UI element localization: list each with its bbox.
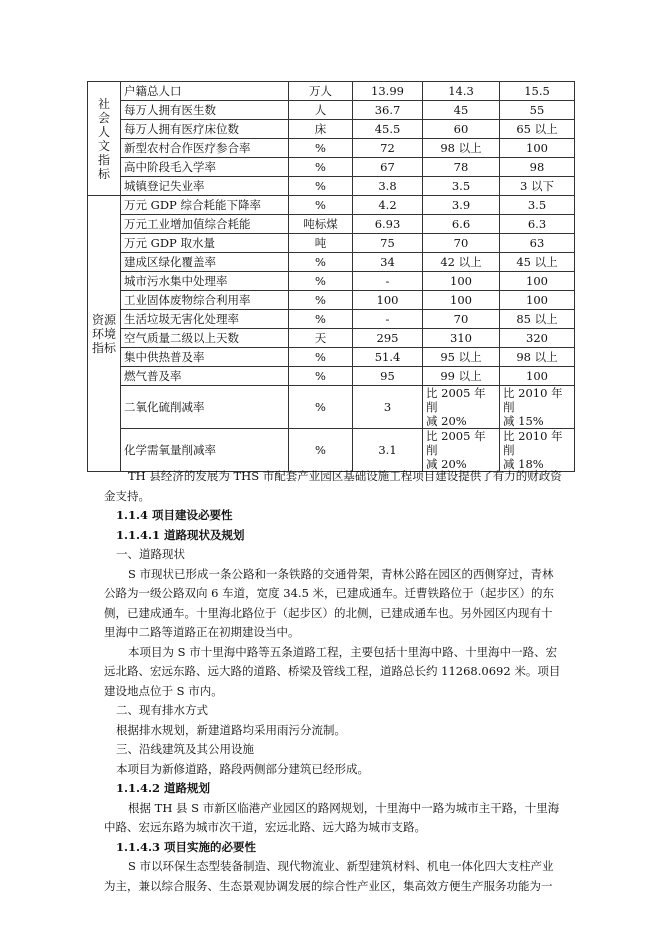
value-cell: 98 以上: [500, 348, 575, 367]
value-cell: 55: [500, 101, 575, 120]
value-cell: 45 以上: [500, 253, 575, 272]
indicator-name: 新型农村合作医疗参合率: [121, 139, 289, 158]
value-cell: 95: [353, 367, 423, 386]
value-cell: 3 以下: [500, 177, 575, 196]
table-row: [88, 272, 575, 291]
value-cell: 75: [353, 234, 423, 253]
value-cell: 310: [423, 329, 500, 348]
value-cell: 13.99: [353, 82, 423, 101]
value-cell: 3.8: [353, 177, 423, 196]
value-cell: 78: [423, 158, 500, 177]
subsection-heading: 1.1.4.1 道路现状及规划: [116, 527, 245, 542]
table-row: [88, 291, 575, 310]
table-row: [88, 158, 575, 177]
indicator-name: 燃气普及率: [121, 367, 289, 386]
paragraph: TH 县经济的发展为 THS 市配套产业园区基础设施工程项目建设提供了有力的财政资金支持。: [104, 469, 562, 503]
table-row: [88, 234, 575, 253]
unit-cell: %: [289, 429, 353, 472]
unit-cell: %: [289, 348, 353, 367]
subsection-heading: 1.1.4.3 项目实施的必要性: [116, 839, 257, 854]
value-cell: 3.1: [353, 429, 423, 472]
table-row: [88, 367, 575, 386]
unit-cell: 吨标煤: [289, 215, 353, 234]
table-row: [88, 386, 575, 429]
value-cell: 295: [353, 329, 423, 348]
value-cell: 45: [423, 101, 500, 120]
value-cell: 51.4: [353, 348, 423, 367]
value-cell: 99 以上: [423, 367, 500, 386]
value-cell: 比 2010 年削 减 15%: [500, 386, 575, 429]
value-cell: 98 以上: [423, 139, 500, 158]
value-cell: 36.7: [353, 101, 423, 120]
paragraph: S 市以环保生态型装备制造、现代物流业、新型建筑材料、机电一体化四大支柱产业为主，兼以综合服务、生态景观协调发展的综合性产业区，集高效方便生产服务功能为一: [104, 859, 554, 893]
section-heading: 1.1.4 项目建设必要性: [116, 508, 233, 522]
indicator-name: 万元 GDP 取水量: [121, 234, 289, 253]
paragraph: 根据 TH 县 S 市新区临港产业园区的路网规划，十里海中一路为城市主干路，十里海中路、宏远东路为城市次干道，宏远北路、远大路为城市支路。: [104, 800, 560, 834]
unit-cell: 天: [289, 329, 353, 348]
unit-cell: %: [289, 177, 353, 196]
category-label: 资源 环境 指标: [88, 196, 121, 472]
category-label: 社 会 人 文 指 标: [88, 82, 121, 196]
indicator-name: 每万人拥有医疗床位数: [121, 120, 289, 139]
value-cell: 98: [500, 158, 575, 177]
indicator-name: 二氧化硫削减率: [121, 386, 289, 429]
value-cell: 100: [500, 272, 575, 291]
table-row: [88, 329, 575, 348]
value-cell: 100: [423, 291, 500, 310]
indicator-name: 每万人拥有医生数: [121, 101, 289, 120]
paragraph: 根据排水规划，新建道路均采用雨污分流制。: [116, 722, 346, 737]
value-cell: 72: [353, 139, 423, 158]
value-cell: 4.2: [353, 196, 423, 215]
unit-cell: 万人: [289, 82, 353, 101]
value-cell: 100: [500, 367, 575, 386]
table-row: [88, 82, 575, 101]
unit-cell: %: [289, 196, 353, 215]
indicator-name: 城镇登记失业率: [121, 177, 289, 196]
value-cell: 70: [423, 310, 500, 329]
paragraph: 本项目为新修道路，路段两侧部分建筑已经形成。: [116, 761, 369, 776]
indicator-name: 工业固体废物综合利用率: [121, 291, 289, 310]
table-row: [88, 196, 575, 215]
value-cell: 比 2005 年削 减 20%: [423, 386, 500, 429]
value-cell: 3.5: [500, 196, 575, 215]
table-row: [88, 348, 575, 367]
indicator-name: 城市污水集中处理率: [121, 272, 289, 291]
indicator-name: 集中供热普及率: [121, 348, 289, 367]
unit-cell: 人: [289, 101, 353, 120]
value-cell: 45.5: [353, 120, 423, 139]
unit-cell: %: [289, 158, 353, 177]
value-cell: 320: [500, 329, 575, 348]
value-cell: 14.3: [423, 82, 500, 101]
value-cell: 60: [423, 120, 500, 139]
table-row: [88, 215, 575, 234]
paragraph: S 市现状已形成一条公路和一条铁路的交通骨架，青林公路在园区的西侧穿过，青林公路为一级公路双向 6 车道，宽度 34.5 米，已建成通车。迁曹铁路位于（起步区）的东侧，已建成通车。十里海北路位于（起步区）的北侧，已建成通车也。另外园区内现有十里海中二路等道路正在初期建设当中。: [104, 566, 555, 639]
indicator-name: 高中阶段毛入学率: [121, 158, 289, 177]
value-cell: -: [353, 272, 423, 291]
table-row: [88, 139, 575, 158]
value-cell: 85 以上: [500, 310, 575, 329]
indicator-name: 化学需氧量削减率: [121, 429, 289, 472]
value-cell: 100: [500, 291, 575, 310]
indicator-name: 空气质量二级以上天数: [121, 329, 289, 348]
unit-cell: %: [289, 291, 353, 310]
value-cell: 95 以上: [423, 348, 500, 367]
value-cell: 3: [353, 386, 423, 429]
table-row: [88, 253, 575, 272]
value-cell: 比 2005 年削 减 20%: [423, 429, 500, 472]
indicator-name: 生活垃圾无害化处理率: [121, 310, 289, 329]
value-cell: 3.9: [423, 196, 500, 215]
value-cell: 6.6: [423, 215, 500, 234]
unit-cell: %: [289, 272, 353, 291]
table-row: [88, 177, 575, 196]
value-cell: 100: [423, 272, 500, 291]
value-cell: 63: [500, 234, 575, 253]
unit-cell: %: [289, 386, 353, 429]
table-row: [88, 429, 575, 472]
value-cell: 6.3: [500, 215, 575, 234]
unit-cell: %: [289, 310, 353, 329]
indicator-name: 万元工业增加值综合耗能: [121, 215, 289, 234]
value-cell: 42 以上: [423, 253, 500, 272]
indicator-name: 万元 GDP 综合耗能下降率: [121, 196, 289, 215]
value-cell: 65 以上: [500, 120, 575, 139]
subheading: 一、道路现状: [116, 547, 185, 561]
value-cell: 比 2010 年削 减 18%: [500, 429, 575, 472]
unit-cell: 床: [289, 120, 353, 139]
value-cell: 6.93: [353, 215, 423, 234]
unit-cell: %: [289, 253, 353, 272]
value-cell: 3.5: [423, 177, 500, 196]
unit-cell: %: [289, 367, 353, 386]
value-cell: 34: [353, 253, 423, 272]
subsection-heading: 1.1.4.2 道路规划: [116, 781, 211, 795]
indicator-name: 户籍总人口: [121, 82, 289, 101]
value-cell: -: [353, 310, 423, 329]
table-row: [88, 120, 575, 139]
value-cell: 15.5: [500, 82, 575, 101]
value-cell: 100: [500, 139, 575, 158]
table-row: [88, 101, 575, 120]
value-cell: 70: [423, 234, 500, 253]
value-cell: 100: [353, 291, 423, 310]
indicator-name: 建成区绿化覆盖率: [121, 253, 289, 272]
body-text: [104, 467, 562, 896]
unit-cell: 吨: [289, 234, 353, 253]
subheading: 二、现有排水方式: [116, 703, 208, 717]
indicator-table: [87, 81, 575, 472]
unit-cell: %: [289, 139, 353, 158]
paragraph: 本项目为 S 市十里海中路等五条道路工程，主要包括十里海中路、十里海中一路、宏远北路、宏远东路、远大路的道路、桥梁及管线工程，道路总长约 11268.0692 米。项目建设地点位于 S 市内。: [104, 644, 561, 698]
table-row: [88, 310, 575, 329]
value-cell: 67: [353, 158, 423, 177]
subheading: 三、沿线建筑及其公用设施: [116, 742, 254, 756]
